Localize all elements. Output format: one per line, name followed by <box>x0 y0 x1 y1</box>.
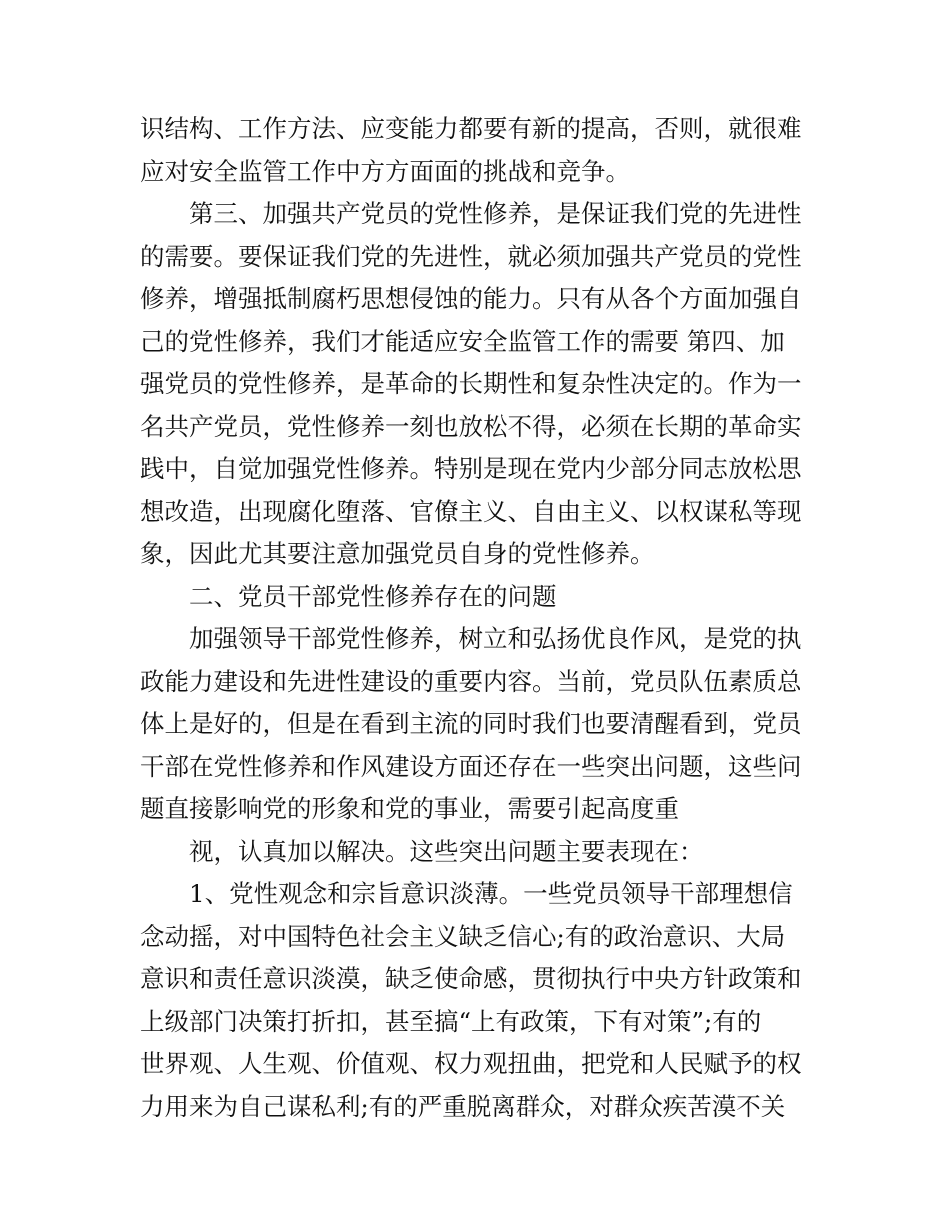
text-line: 力用来为自己谋私利;有的严重脱离群众，对群众疾苦漠不关 <box>140 1091 786 1121</box>
text-line: 应对安全监管工作中方方面面的挑战和竞争。 <box>140 156 630 186</box>
text-line: 体上是好的，但是在看到主流的同时我们也要清醒看到，党员 <box>140 709 802 738</box>
text-line: 政能力建设和先进性建设的重要内容。当前，党员队伍素质总 <box>140 666 802 696</box>
text-line: 第三、加强共产党员的党性修养，是保证我们党的先进性 <box>189 199 802 228</box>
text-line: 念动摇，对中国特色社会主义缺乏信心;有的政治意识、大局 <box>140 921 786 951</box>
text-line: 加强领导干部党性修养，树立和弘扬优良作风，是党的执 <box>189 624 802 653</box>
text-line: 二、党员干部党性修养存在的问题 <box>189 581 557 611</box>
text-line: 象，因此尤其要注意加强党员自身的党性修养。 <box>140 539 655 568</box>
text-line: 强党员的党性修养，是革命的长期性和复杂性决定的。作为一 <box>140 369 802 398</box>
text-line: 想改造，出现腐化堕落、官僚主义、自由主义、以权谋私等现 <box>140 496 802 526</box>
text-line: 1、党性观念和宗旨意识淡薄。一些党员领导干部理想信 <box>189 879 793 908</box>
text-line: 践中，自觉加强党性修养。特别是现在党内少部分同志放松思 <box>140 454 802 483</box>
text-line: 意识和责任意识淡漠，缺乏使命感，贯彻执行中央方针政策和 <box>140 964 802 993</box>
text-line: 干部在党性修养和作风建设方面还存在一些突出问题，这些问 <box>140 751 802 781</box>
text-line: 世界观、人生观、价值观、权力观扭曲，把党和人民赋予的权 <box>140 1049 802 1078</box>
text-line: 题直接影响党的形象和党的事业，需要引起高度重 <box>140 794 679 823</box>
text-line: 的需要。要保证我们党的先进性，就必须加强共产党员的党性 <box>140 241 802 271</box>
text-line: 视，认真加以解决。这些突出问题主要表现在： <box>189 836 704 866</box>
text-line: 名共产党员，党性修养一刻也放松不得，必须在长期的革命实 <box>140 411 802 441</box>
document-body <box>140 108 820 1128</box>
text-line: 己的党性修养，我们才能适应安全监管工作的需要 第四、加 <box>140 326 785 356</box>
text-line: 上级部门决策打折扣，甚至搞“上有政策，下有对策”;有的 <box>140 1006 762 1036</box>
text-line: 修养，增强抵制腐朽思想侵蚀的能力。只有从各个方面加强自 <box>140 284 802 313</box>
text-line: 识结构、工作方法、应变能力都要有新的提高，否则，就很难 <box>140 114 802 143</box>
